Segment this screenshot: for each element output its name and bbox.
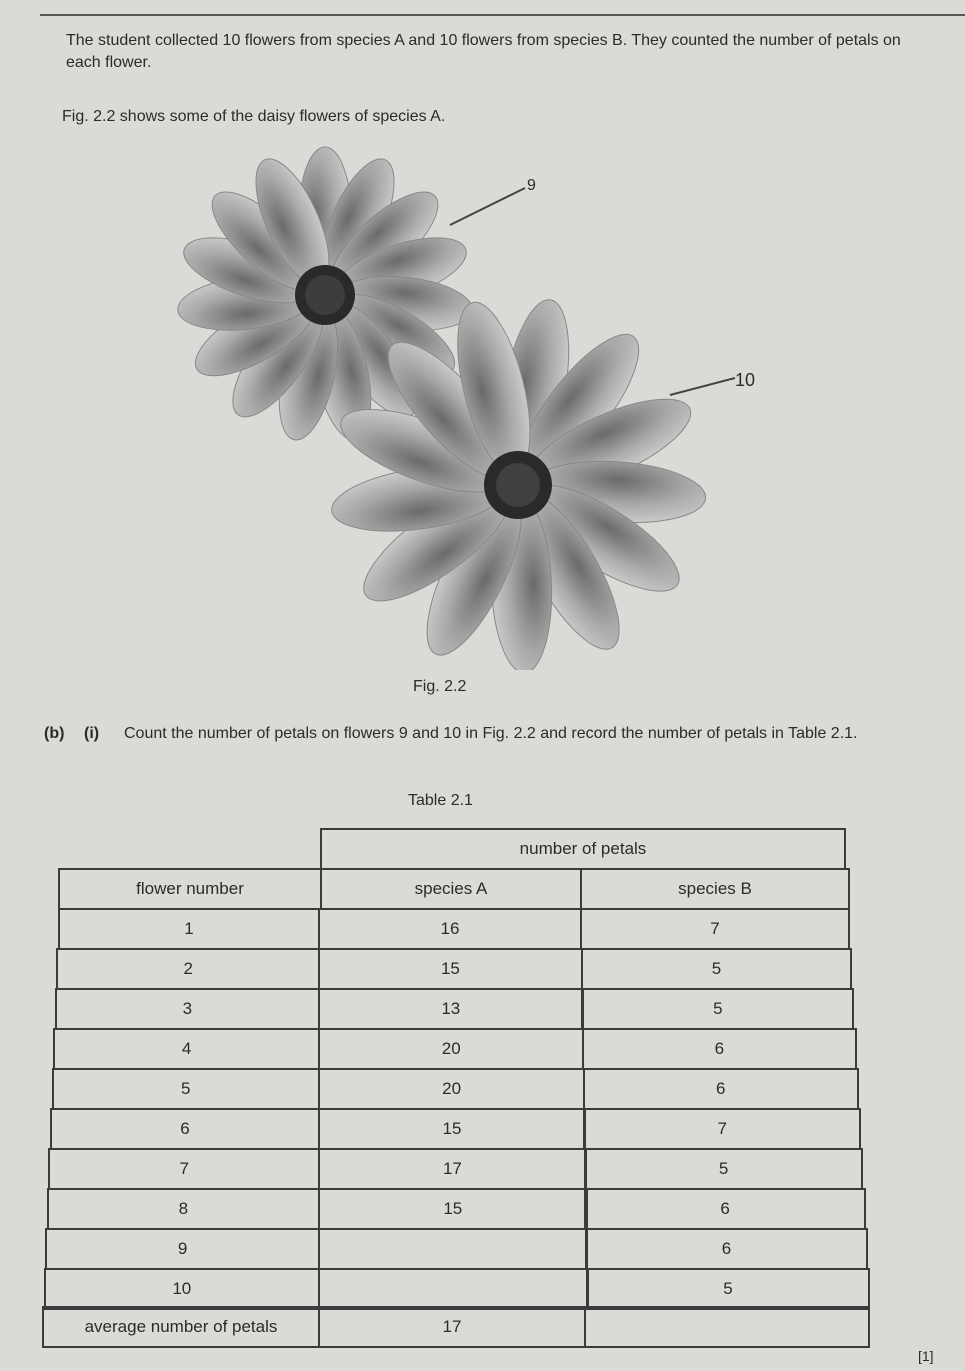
- col-header-flower: flower number: [58, 868, 322, 910]
- cell-species-b: 5: [586, 1268, 870, 1310]
- top-rule: [40, 14, 965, 16]
- cell-species-b: 5: [584, 1148, 864, 1190]
- cell-flower: 9: [45, 1228, 320, 1270]
- figure-caption: Fig. 2.2: [413, 678, 467, 695]
- cell-flower: 1: [58, 908, 320, 950]
- leader-line-10: [670, 378, 735, 395]
- cell-species-b: 5: [581, 988, 854, 1030]
- figure-intro: Fig. 2.2 shows some of the daisy flowers of species A.: [62, 108, 446, 125]
- cell-species-a: 20: [318, 1068, 585, 1110]
- cell-species-a[interactable]: [318, 1228, 588, 1270]
- cell-species-a: 15: [318, 1188, 588, 1230]
- petal-table: [40, 828, 870, 1348]
- label-10: 10: [735, 370, 756, 390]
- cell-species-a: 15: [318, 948, 583, 990]
- label-9: 9: [527, 177, 536, 194]
- average-species-b[interactable]: [584, 1306, 870, 1348]
- cell-species-b: 6: [585, 1228, 868, 1270]
- col-header-species-a: species A: [320, 868, 582, 910]
- question-text: Count the number of petals on flowers 9 and 10 in Fig. 2.2 and record the number of petals in Table 2.1.: [124, 725, 858, 742]
- cell-species-b: 6: [583, 1068, 859, 1110]
- group-header: number of petals: [320, 828, 846, 870]
- cell-species-b: 5: [581, 948, 853, 990]
- cell-species-a: 15: [318, 1108, 586, 1150]
- cell-flower: 7: [48, 1148, 320, 1190]
- cell-flower: 2: [56, 948, 320, 990]
- cell-flower: 3: [55, 988, 320, 1030]
- daisy-figure: [160, 140, 800, 670]
- cell-species-b: 6: [584, 1188, 865, 1230]
- marks-label: [1]: [918, 1348, 934, 1364]
- cell-species-a: 17: [318, 1148, 587, 1190]
- leader-line-9: [450, 188, 525, 225]
- col-header-species-b: species B: [580, 868, 850, 910]
- cell-flower: 6: [50, 1108, 320, 1150]
- cell-flower: 5: [52, 1068, 320, 1110]
- cell-species-a: 13: [318, 988, 584, 1030]
- table-caption: Table 2.1: [408, 792, 473, 809]
- average-species-a: 17: [318, 1306, 586, 1348]
- average-label: average number of petals: [42, 1306, 320, 1348]
- question-part: (b): [44, 725, 65, 742]
- cell-species-b: 7: [583, 1108, 861, 1150]
- cell-species-a: 16: [318, 908, 582, 950]
- cell-species-b: 6: [582, 1028, 857, 1070]
- intro-paragraph: The student collected 10 flowers from species A and 10 flowers from species B. They counted the number of petals on each flower.: [66, 32, 901, 71]
- cell-flower: 4: [53, 1028, 320, 1070]
- question-subpart: (i): [84, 725, 100, 742]
- cell-species-a: 20: [318, 1028, 584, 1070]
- cell-flower: 8: [47, 1188, 320, 1230]
- cell-flower: 10: [44, 1268, 320, 1310]
- cell-species-b: 7: [580, 908, 850, 950]
- cell-species-a[interactable]: [318, 1268, 589, 1310]
